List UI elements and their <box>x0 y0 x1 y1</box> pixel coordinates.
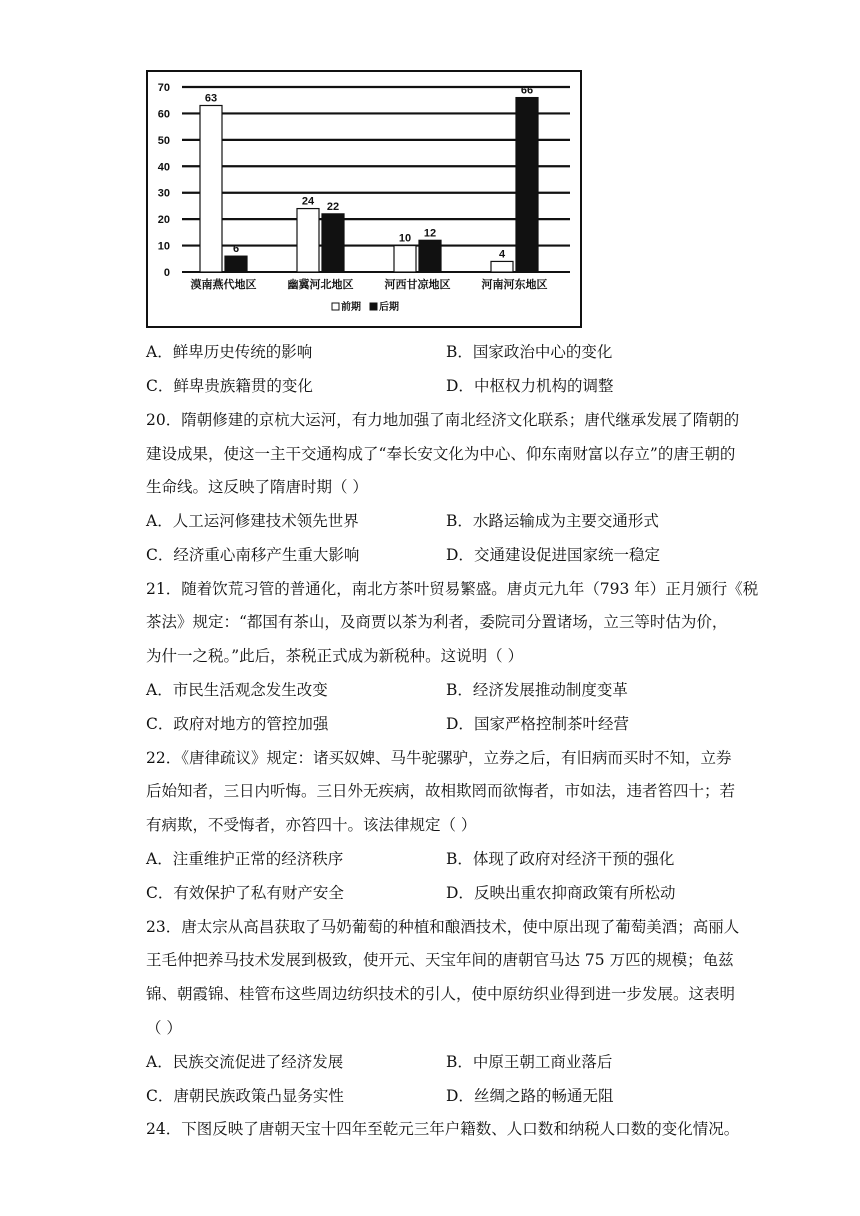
y-tick-label: 20 <box>157 214 170 227</box>
y-tick-label: 50 <box>157 134 170 147</box>
data-label: 63 <box>204 92 218 105</box>
y-tick-label: 70 <box>157 82 170 94</box>
q22-option-d[interactable]: D．反映出重农抑商政策有所松动 <box>446 884 676 902</box>
bar-chart-svg <box>148 72 580 326</box>
x-category-label: 河南河东地区 <box>481 278 548 291</box>
q22-option-c[interactable]: C．有效保护了私有财产安全 <box>146 884 344 902</box>
bar <box>394 246 416 272</box>
q19-option-b[interactable]: B．国家政治中心的变化 <box>446 343 613 361</box>
q23-option-a[interactable]: A．民族交流促进了经济发展 <box>146 1053 344 1071</box>
q21-option-d[interactable]: D．国家严格控制茶叶经营 <box>446 715 629 733</box>
q19-option-c[interactable]: C．鲜卑贵族籍贯的变化 <box>146 377 313 395</box>
q21-option-b[interactable]: B．经济发展推动制度变革 <box>446 681 628 699</box>
y-tick-label: 10 <box>157 240 170 253</box>
bar <box>200 106 222 273</box>
data-label: 6 <box>232 243 240 256</box>
y-tick-label: 0 <box>163 267 170 279</box>
q22-stem-line-1: 22．《唐律疏议》规定：诸买奴婢、马牛驼骡驴，立券之后，有旧病而买时不知，立券 <box>146 749 732 767</box>
q20-option-c[interactable]: C．经济重心南移产生重大影响 <box>146 546 360 564</box>
x-category-label: 河西甘凉地区 <box>384 278 451 291</box>
q23-stem-line-3: 锦、朝霞锦、桂管布这些周边纺织技术的引人，使中原纺织业得到进一步发展。这表明 <box>146 985 736 1003</box>
q19-option-d[interactable]: D．中枢权力机构的调整 <box>446 377 614 395</box>
q21-stem-line-2: 茶法》规定：“都国有茶山，及商贾以茶为利者，委院司分置诸场，立三等时估为价， <box>146 613 728 631</box>
q20-stem-line-2: 建设成果，使这一主干交通构成了“奉长安文化为中心、仰东南财富以存立”的唐王朝的 <box>146 445 736 463</box>
q20-option-b[interactable]: B．水路运输成为主要交通形式 <box>446 512 659 530</box>
x-category-label: 幽冀河北地区 <box>287 278 354 291</box>
q21-option-c[interactable]: C．政府对地方的管控加强 <box>146 715 329 733</box>
legend-label: 后期 <box>379 302 399 313</box>
y-tick-label: 60 <box>157 108 170 121</box>
q23-stem-line-1: 23．唐太宗从高昌获取了马奶葡萄的种植和酿酒技术，使中原出现了葡萄美酒；高丽人 <box>146 918 740 936</box>
q23-option-b[interactable]: B．中原王朝工商业落后 <box>446 1053 613 1071</box>
legend-swatch <box>332 303 339 310</box>
q22-option-a[interactable]: A．注重维护正常的经济秩序 <box>146 850 344 868</box>
bar <box>491 261 513 272</box>
q23-option-d[interactable]: D．丝绸之路的畅通无阻 <box>446 1087 614 1105</box>
legend-swatch <box>370 303 377 310</box>
q21-stem-line-1: 21．随着饮荒习管的普通化，南北方茶叶贸易繁盛。唐贞元九年（793 年）正月颁行《税 <box>146 580 759 598</box>
q20-option-d[interactable]: D．交通建设促进国家统一稳定 <box>446 546 660 564</box>
q21-option-a[interactable]: A．市民生活观念发生改变 <box>146 681 328 699</box>
bar-chart <box>146 70 582 328</box>
q23-stem-line-4: （ ） <box>146 1019 182 1037</box>
x-category-label: 漠南燕代地区 <box>190 278 257 291</box>
q24-stem-line-1: 24．下图反映了唐朝天宝十四年至乾元三年户籍数、人口数和纳税人口数的变化情况。 <box>146 1120 740 1138</box>
q20-stem-line-1: 20．隋朝修建的京杭大运河，有力地加强了南北经济文化联系；唐代继承发展了隋朝的 <box>146 411 740 429</box>
y-tick-label: 30 <box>157 187 170 200</box>
q22-stem-line-3: 有病欺，不受悔者，亦笞四十。该法律规定（ ） <box>146 816 477 834</box>
legend-label: 前期 <box>341 302 361 313</box>
data-label: 12 <box>423 227 437 240</box>
bar <box>516 98 538 272</box>
data-label: 10 <box>398 232 412 245</box>
bar <box>297 209 319 272</box>
data-label: 4 <box>498 248 506 261</box>
q21-stem-line-3: 为什一之税。”此后，茶税正式成为新税种。这说明（ ） <box>146 647 524 665</box>
q20-stem-line-3: 生命线。这反映了隋唐时期（ ） <box>146 478 368 496</box>
bar <box>225 256 247 272</box>
bar <box>419 240 441 272</box>
data-label: 66 <box>520 84 534 97</box>
bar <box>322 214 344 272</box>
data-label: 24 <box>301 195 315 208</box>
q20-option-a[interactable]: A．人工运河修建技术领先世界 <box>146 512 359 530</box>
q22-stem-line-2: 后始知者，三日内听悔。三日外无疾病，故相欺罔而欲悔者，市如法，违者笞四十；若 <box>146 782 736 800</box>
q22-option-b[interactable]: B．体现了政府对经济干预的强化 <box>446 850 675 868</box>
y-tick-label: 40 <box>157 161 170 174</box>
q23-option-c[interactable]: C．唐朝民族政策凸显务实性 <box>146 1087 344 1105</box>
q23-stem-line-2: 王毛仲把养马技术发展到极致，使开元、天宝年间的唐朝官马达 75 万匹的规模；龟兹 <box>146 951 734 969</box>
data-label: 22 <box>326 200 340 213</box>
q19-option-a[interactable]: A．鲜卑历史传统的影响 <box>146 343 313 361</box>
